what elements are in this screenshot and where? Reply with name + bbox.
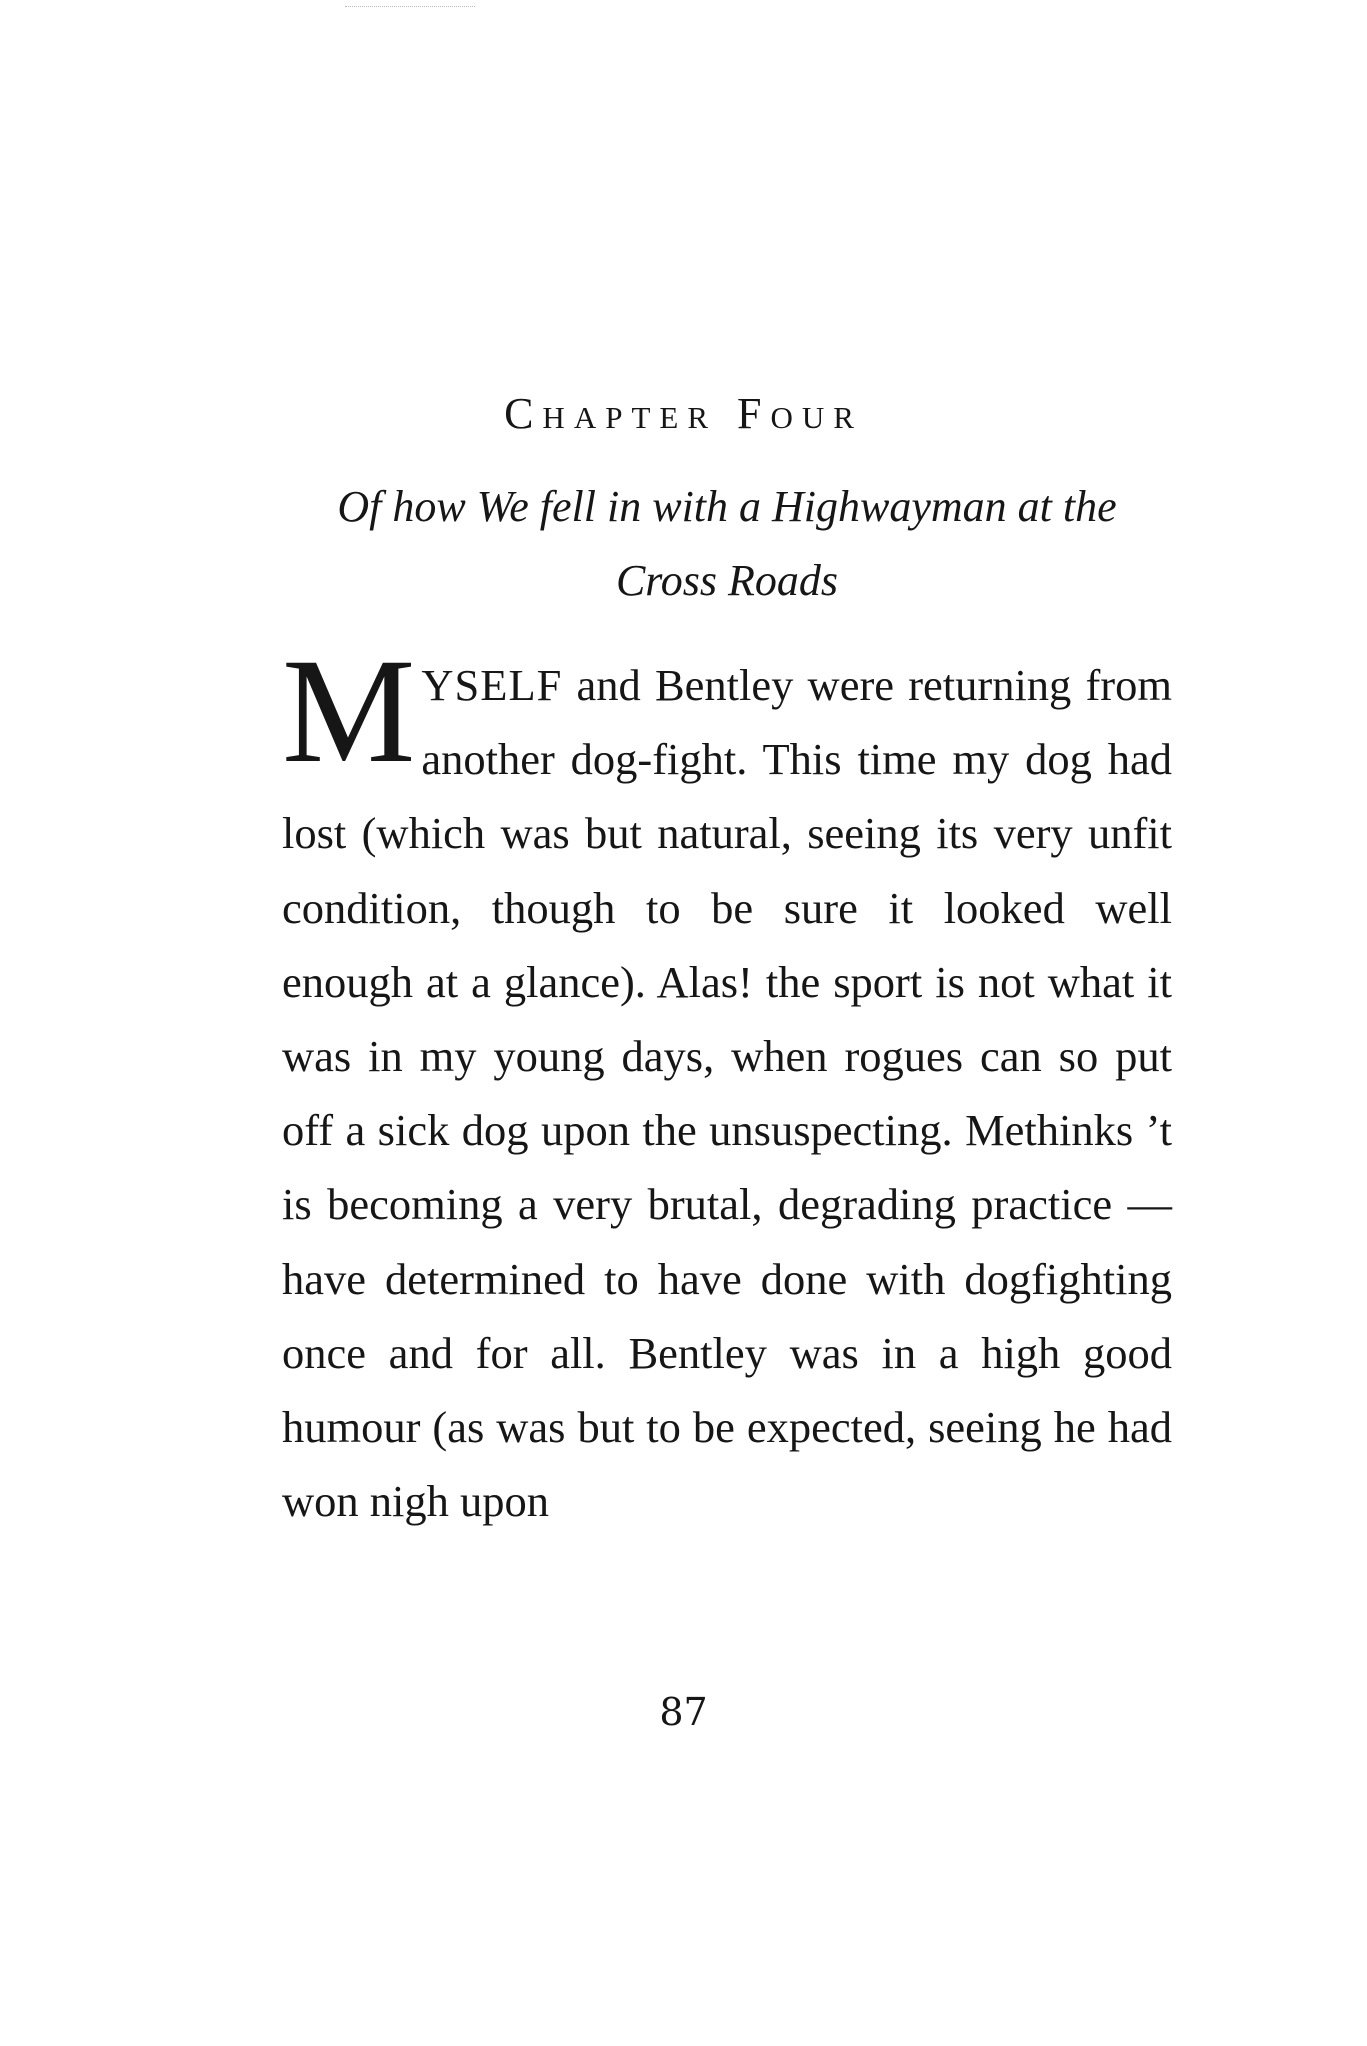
chapter-subtitle: Of how We fell in with a Highwayman at the Cross Roads xyxy=(337,482,1117,605)
scan-specks xyxy=(345,6,475,11)
drop-cap: M xyxy=(282,628,416,794)
page-number: 87 xyxy=(659,1690,708,1734)
paragraph-text: and Bentley were returning from another dog-fight. This time my dog had lost (which was but natural, seeing its very unfit condition, though to be sure it looked well enough at a glance). Alas! the sport is not what it was in my young days, when rogues can so put off a sick dog upon the unsuspecting. Methinks ’t is becoming a very brutal, degrading practice — have determined to have done with dogfighting once and for all. Bentley was in a high good humour (as was but to be expected, seeing he had won nigh upon xyxy=(282,660,1172,1527)
chapter-heading: Chapter Four xyxy=(504,389,863,438)
first-word-rest: YSELF xyxy=(421,660,563,710)
body-paragraph xyxy=(282,628,1172,1538)
